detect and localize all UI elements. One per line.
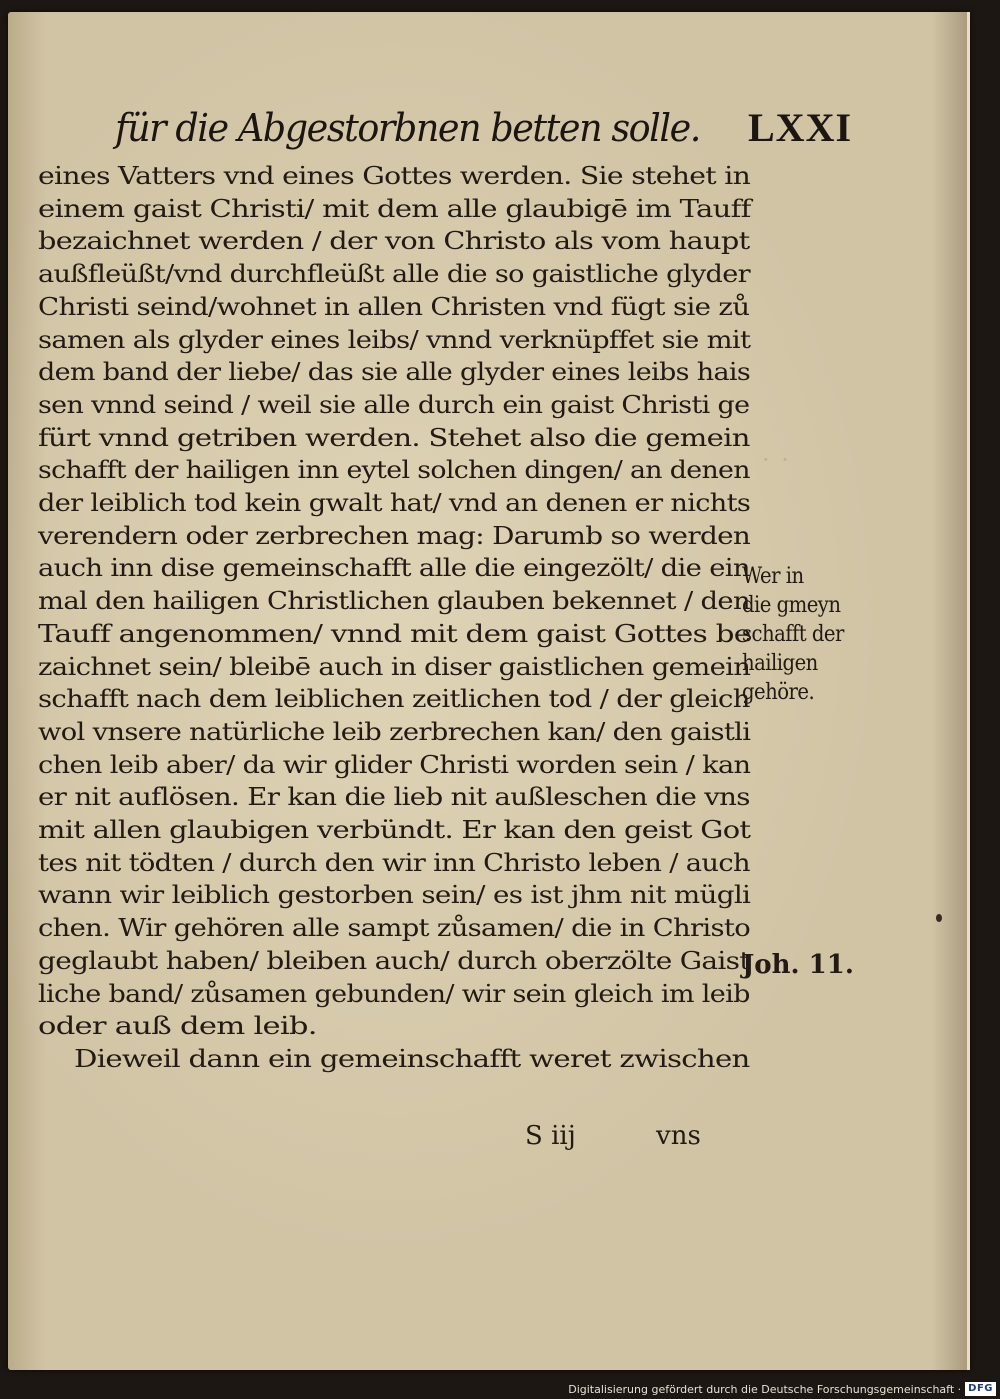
- margin-note-line: Wer in: [742, 564, 804, 589]
- text-line: geglaubt haben/ bleiben auch/ durch oberzölte Gaist: [38, 945, 750, 975]
- footer-bar: [562, 1379, 1000, 1399]
- text-line: mit allen glaubigen verbündt. Er kan den geist Got: [38, 815, 751, 844]
- text-line: er nit auflösen. Er kan die lieb nit außleschen die vns: [38, 782, 750, 812]
- margin-note-line: hailigen: [742, 651, 818, 676]
- text-line: der leiblich tod kein gwalt hat/ vnd an denen er nichts: [38, 488, 751, 517]
- margin-reference: Joh. 11.: [742, 950, 854, 980]
- text-line: Christi seind/wohnet in allen Christen vnd fügt sie zů: [38, 291, 750, 321]
- text-line: Dieweil dann ein gemeinschafft weret zwischen: [74, 1043, 750, 1073]
- text-line: einem gaist Christi/ mit dem alle glaubigē im Tauff: [38, 193, 751, 223]
- text-line: dem band der liebe/ das sie alle glyder eines leibs hais: [38, 357, 751, 387]
- text-line: fürt vnnd getriben werden. Stehet also die gemein: [38, 422, 750, 452]
- text-line: chen. Wir gehören alle sampt zůsamen/ die in Christo: [38, 913, 751, 943]
- text-line: tes nit tödten / durch den wir inn Christo leben / auch: [38, 847, 750, 877]
- page-edge: [967, 12, 970, 1370]
- text-line: auch inn dise gemeinschafft alle die eingezölt/ die ein: [38, 553, 750, 583]
- text-line: chen leib aber/ da wir glider Christi worden sein / kan: [38, 749, 751, 779]
- text-line: sen vnnd seind / weil sie alle durch ein gaist Christi ge: [38, 389, 750, 419]
- text-line: oder auß dem leib.: [38, 1011, 317, 1041]
- body-text-block: [38, 160, 750, 1100]
- text-line: wann wir leiblich gestorben sein/ es ist jhm nit mügli: [38, 880, 751, 910]
- dfg-logo: DFG: [965, 1382, 996, 1396]
- margin-note-line: gehöre.: [742, 680, 815, 705]
- text-line: bezaichnet werden / der von Christo als vom haupt: [38, 226, 750, 256]
- text-line: schafft der hailigen inn eytel solchen dingen/ an denen: [38, 455, 750, 485]
- text-line: mal den hailigen Christlichen glauben bekennet / den: [38, 586, 750, 616]
- text-line: schafft nach dem leiblichen zeitlichen tod / der gleich: [38, 684, 750, 714]
- text-line: Tauff angenommen/ vnnd mit dem gaist Gottes be: [38, 618, 751, 648]
- text-line: liche band/ zůsamen gebunden/ wir sein gleich im leib: [38, 978, 750, 1008]
- running-head: für die Abgestorbnen betten solle.: [115, 106, 700, 150]
- text-line: wol vnsere natürliche leib zerbrechen kan/ den gaistli: [38, 716, 751, 746]
- signature-line: [525, 1119, 701, 1153]
- funding-credit: Digitalisierung gefördert durch die Deutsche Forschungsgemeinschaft ·: [568, 1382, 962, 1396]
- catchword: vns: [656, 1121, 701, 1151]
- margin-note-line: schafft der: [742, 622, 844, 647]
- folio-number: LXXI: [748, 105, 853, 150]
- show-through-ghost: · ·: [762, 446, 791, 474]
- text-line: eines Vatters vnd eines Gottes werden. Sie stehet in: [38, 161, 751, 190]
- signature-mark: S iij: [525, 1121, 576, 1151]
- text-line: verendern oder zerbrechen mag: Darumb so werden: [38, 520, 751, 550]
- text-line: samen als glyder eines leibs/ vnnd verknüpffet sie mit: [38, 324, 751, 354]
- text-line: zaichnet sein/ bleibē auch in diser gaistlichen gemein: [38, 651, 751, 681]
- margin-note: [742, 562, 882, 707]
- ink-speck: [936, 914, 942, 922]
- margin-note-line: die gmeyn: [742, 593, 841, 618]
- text-line: außfleüßt/vnd durchfleüßt alle die so gaistliche glyder: [38, 259, 750, 289]
